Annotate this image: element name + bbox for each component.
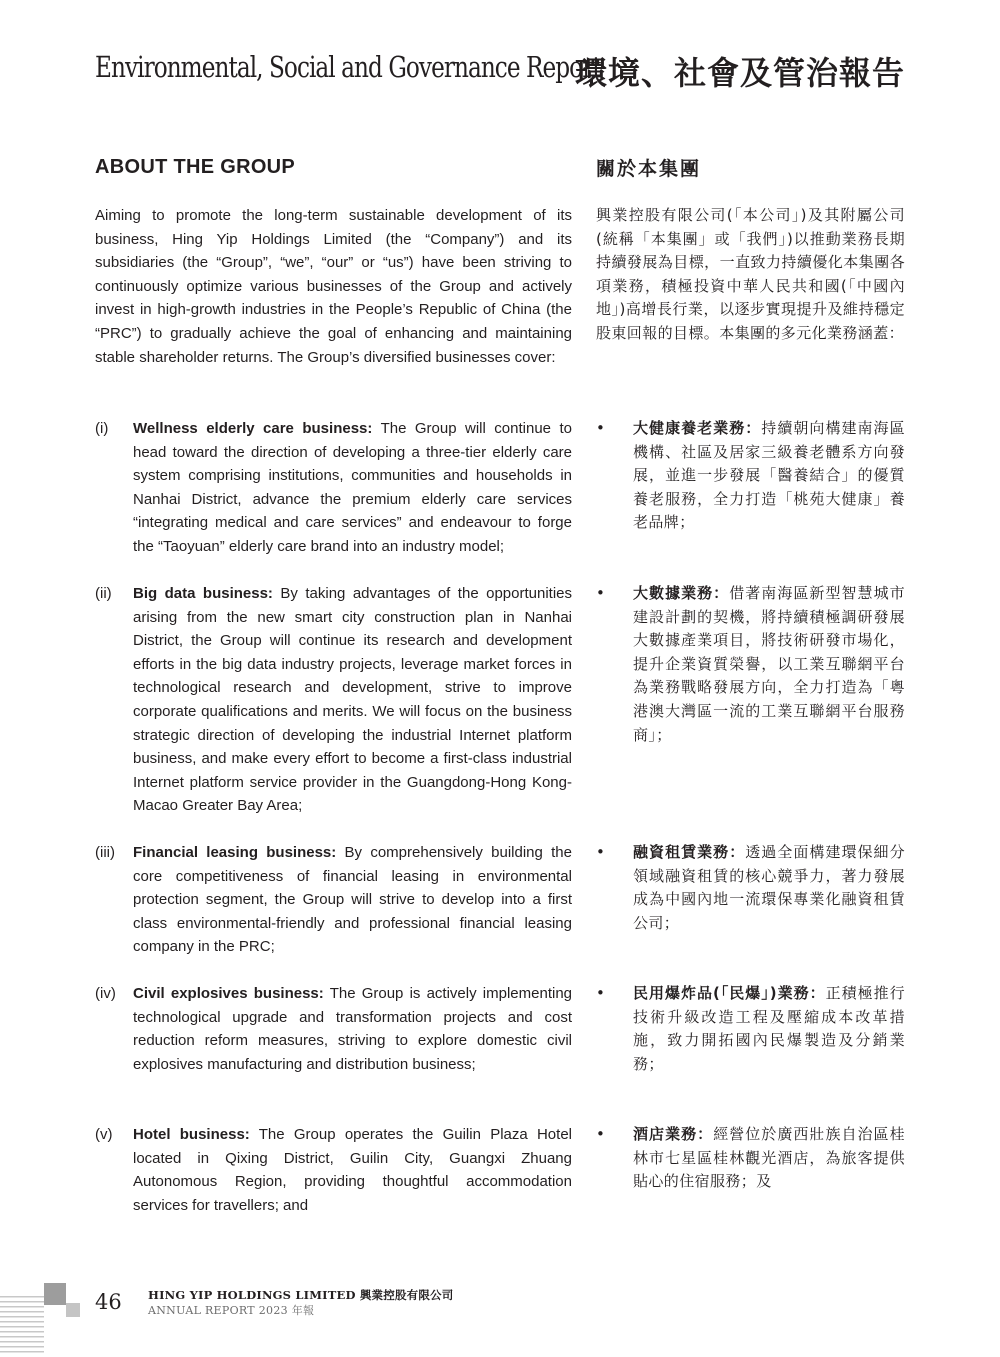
item-title-zh: 酒店業務： (633, 1125, 714, 1143)
item-text-en (133, 582, 572, 818)
item-title-en: Hotel business: (133, 1126, 250, 1143)
item-description-zh: 正積極推行技術升級改造工程及壓縮成本改革措施，致力開拓國內民爆製造及分銷業務； (633, 984, 905, 1073)
page-number: 46 (95, 1290, 122, 1314)
business-item-en (95, 417, 572, 559)
section-heading-en: ABOUT THE GROUP (95, 156, 296, 178)
item-text-en (133, 417, 572, 559)
item-number: (ii) (95, 585, 112, 602)
bullet: • (596, 843, 605, 861)
report-title-en: Environmental, Social and Governance Report (95, 50, 601, 84)
item-title-en: Financial leasing business: (133, 844, 337, 861)
footer-report-title: ANNUAL REPORT 2023 年報 (148, 1304, 315, 1317)
item-title-en: Civil explosives business: (133, 985, 324, 1002)
business-item-zh (596, 841, 905, 935)
section-heading-zh: 關於本集團 (596, 158, 702, 180)
item-text-zh (633, 582, 905, 747)
bullet: • (596, 419, 605, 437)
item-description-en: The Group will continue to head toward the direction of developing a three-tier elderly care system comprising institutions, communities and households in Nanhai District, advance the premium elderly care services “integrating medical and care services” and endeavour to forge the “Taoyuan” elderly care brand into an industry model; (133, 420, 572, 555)
item-title-zh: 融資租賃業務： (633, 843, 746, 861)
intro-text-en: Aiming to promote the long-term sustainable development of its business, Hing Yip Holdings Limited (the “Company”) and its subsidiaries (the “Group”, “we”, “our” or “us”) have been striving to continuously optimize various businesses of the Group and actively invest in high-growth industries in the People’s Republic of China (the “PRC”) to gradually achieve the goal of enhancing and maintaining stable shareholder returns. The Group’s diversified businesses cover: (95, 207, 572, 366)
item-title-en: Wellness elderly care business: (133, 420, 373, 437)
business-item-en (95, 1123, 572, 1217)
item-text-zh (633, 982, 905, 1076)
item-text-zh (633, 1123, 905, 1194)
item-text-en (133, 982, 572, 1076)
business-item-en (95, 582, 572, 818)
item-description-en: By taking advantages of the opportunities arising from the new smart city construction plan in Nanhai District, the Group will continue its research and development efforts in the big data industry projects, leverage market forces in technological research and development, strive to improve corporate qualifications and merits. We will focus on the business strategic direction of developing the industrial Internet platform business, and make every effort to become a first-class industrial Internet platform service provider in the Guangdong-Hong Kong-Macao Greater Bay Area; (133, 585, 573, 815)
item-description-en: By comprehensively building the core competitiveness of financial leasing in environmental protection segment, the Group will strive to develop into a first class environmental-friendly and professional financial leasing company in the PRC; (133, 844, 572, 956)
item-number: (i) (95, 420, 109, 437)
footer-company-name: HING YIP HOLDINGS LIMITED 興業控股有限公司 (148, 1288, 454, 1302)
item-text-zh (633, 417, 905, 535)
item-number: (iii) (95, 844, 115, 861)
item-text-en (133, 1123, 572, 1217)
item-description-zh: 透過全面構建環保細分領域融資租賃的核心競爭力，著力發展成為中國內地一流環保專業化融資租賃公司； (633, 843, 905, 932)
item-description-zh: 借著南海區新型智慧城市建設計劃的契機，將持續積極調研發展大數據產業項目，將技術研發市場化，提升企業資質榮譽，以工業互聯網平台為業務戰略發展方向，全力打造為「粵港澳大灣區一流的工業互聯網平台服務商」； (633, 584, 906, 744)
item-number: (v) (95, 1126, 113, 1143)
bullet: • (596, 984, 605, 1002)
item-text-en (133, 841, 572, 959)
item-description-en: The Group operates the Guilin Plaza Hotel located in Qixing District, Guilin City, Guangxi Zhuang Autonomous Region, providing thoughtful accommodation services for travellers; and (133, 1126, 572, 1214)
report-title-zh: 環境、社會及管治報告 (574, 54, 905, 92)
bullet: • (596, 1125, 605, 1143)
business-item-zh (596, 582, 905, 747)
item-title-zh: 民用爆炸品(「民爆」)業務： (633, 984, 826, 1002)
item-title-en: Big data business: (133, 585, 273, 602)
business-item-en (95, 841, 572, 959)
intro-text-zh: 興業控股有限公司(「本公司」)及其附屬公司(統稱「本集團」或「我們」)以推動業務長期持續發展為目標，一直致力持續優化本集團各項業務，積極投資中華人民共和國(「中國內地」)高增長行業，以逐步實現提升及維持穩定股東回報的目標。本集團的多元化業務涵蓋： (596, 206, 905, 342)
business-item-en (95, 982, 572, 1076)
intro-paragraph-en (95, 204, 572, 369)
item-number: (iv) (95, 985, 116, 1002)
item-title-zh: 大健康養老業務： (633, 419, 762, 437)
business-item-zh (596, 982, 905, 1076)
business-item-zh (596, 417, 905, 535)
bullet: • (596, 584, 605, 602)
item-text-zh (633, 841, 905, 935)
item-title-zh: 大數據業務： (633, 584, 730, 602)
item-description-en: The Group is actively implementing technological upgrade and transformation projects and cost reduction reform measures, striving to explore domestic civil explosives manufacturing and distribution business; (133, 985, 572, 1073)
item-description-zh: 持續朝向構建南海區機構、社區及居家三級養老體系方向發展，並進一步發展「醫養結合」的優質養老服務，全力打造「桃苑大健康」養老品牌； (633, 419, 905, 532)
intro-paragraph-zh (596, 204, 905, 346)
business-item-zh (596, 1123, 905, 1194)
item-description-zh: 經營位於廣西壯族自治區桂林市七星區桂林觀光酒店，為旅客提供貼心的住宿服務；及 (633, 1125, 905, 1191)
footer-decoration (0, 1280, 82, 1357)
